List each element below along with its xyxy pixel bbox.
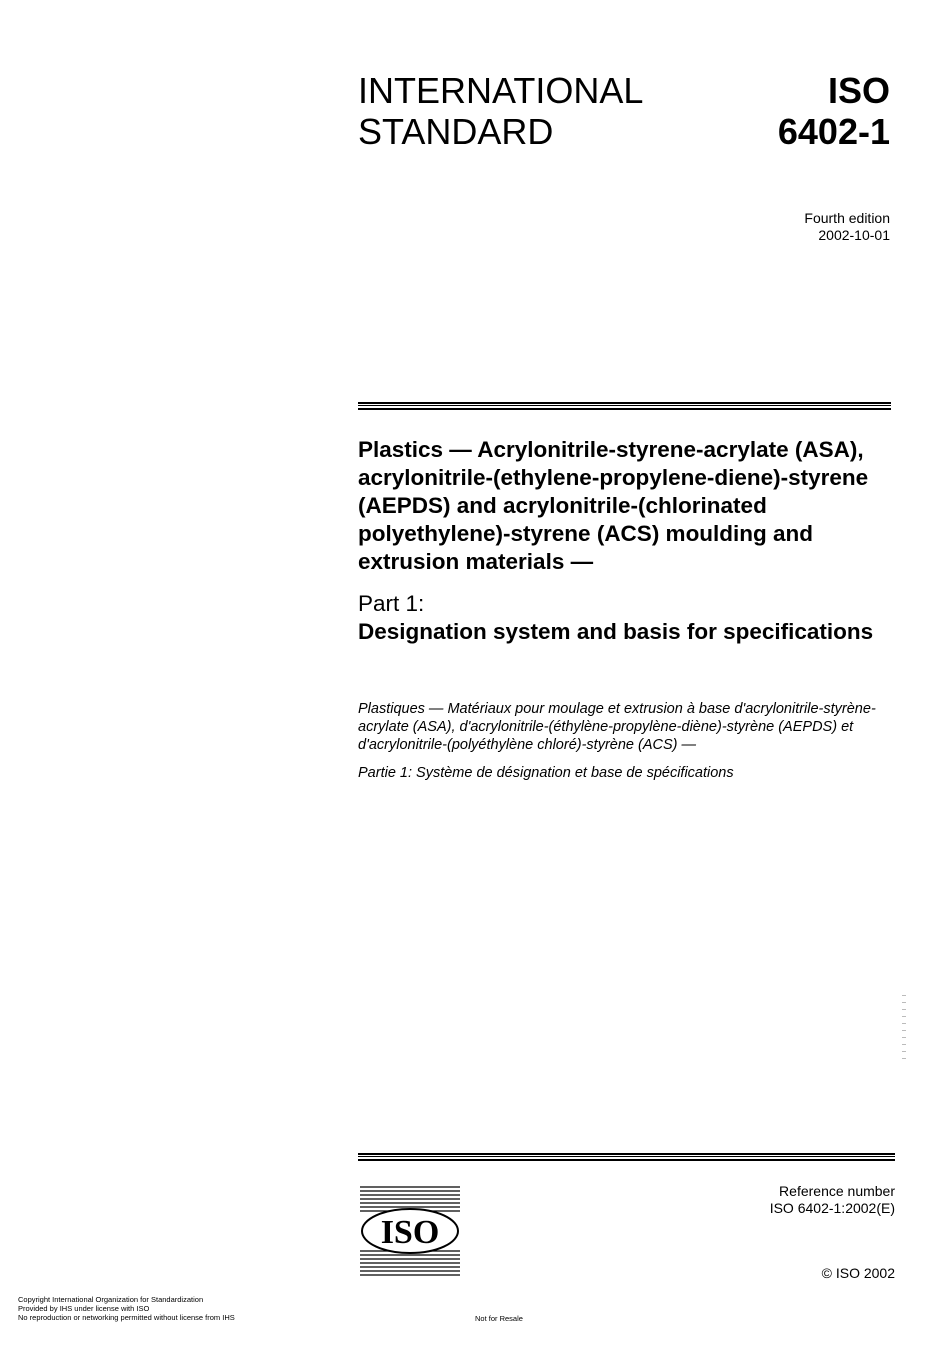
part-label: Part 1: [358, 591, 425, 616]
iso-logo [360, 1185, 460, 1278]
part-title: Designation system and basis for specifications [358, 619, 874, 644]
footer-license [18, 1295, 235, 1322]
edition-label: Fourth edition [804, 210, 890, 226]
top-rule-2 [358, 405, 891, 406]
side-marks [902, 995, 906, 1065]
copyright-notice: © ISO 2002 [821, 1265, 895, 1281]
standard-number [778, 70, 890, 152]
bottom-rule-2 [358, 1156, 895, 1157]
document-type-line1: INTERNATIONAL [358, 70, 644, 111]
iso-logo-text: ISO [380, 1214, 440, 1251]
edition-date: 2002-10-01 [818, 227, 890, 243]
footer-line1: Copyright International Organization for Standardization [18, 1295, 204, 1304]
edition-info [804, 210, 890, 244]
footer-resale: Not for Resale [475, 1314, 523, 1323]
document-type [358, 70, 643, 152]
reference-label: Reference number [779, 1183, 895, 1199]
french-title: Plastiques — Matériaux pour moulage et extrusion à base d'acrylonitrile-styrène-acrylate (ASA), d'acrylonitrile-(éthylène-propylène-diène)-styrène (AEPDS) et d'acrylonitrile-(polyéthylène chloré)-styrène (ACS) — [358, 701, 876, 753]
footer-line3: No reproduction or networking permitted without license from IHS [18, 1313, 235, 1322]
top-rule-1 [358, 402, 891, 404]
top-rule-3 [358, 408, 891, 410]
standard-id: 6402-1 [777, 111, 890, 152]
bottom-rule-1 [358, 1153, 895, 1155]
document-type-line2: STANDARD [358, 111, 554, 152]
main-title: Plastics — Acrylonitrile-styrene-acrylate (ASA), acrylonitrile-(ethylene-propylene-diene)-styrene (AEPDS) and acrylonitrile-(chlorinated polyethylene)-styrene (ACS) moulding and extrusion materials — [358, 437, 869, 574]
footer-line2: Provided by IHS under license with ISO [18, 1304, 150, 1313]
french-part-title: Partie 1: Système de désignation et base de spécifications [358, 765, 734, 781]
bottom-rule-3 [358, 1159, 895, 1161]
standard-prefix: ISO [827, 70, 890, 111]
reference-number: ISO 6402-1:2002(E) [769, 1200, 895, 1216]
reference-block [770, 1183, 895, 1217]
